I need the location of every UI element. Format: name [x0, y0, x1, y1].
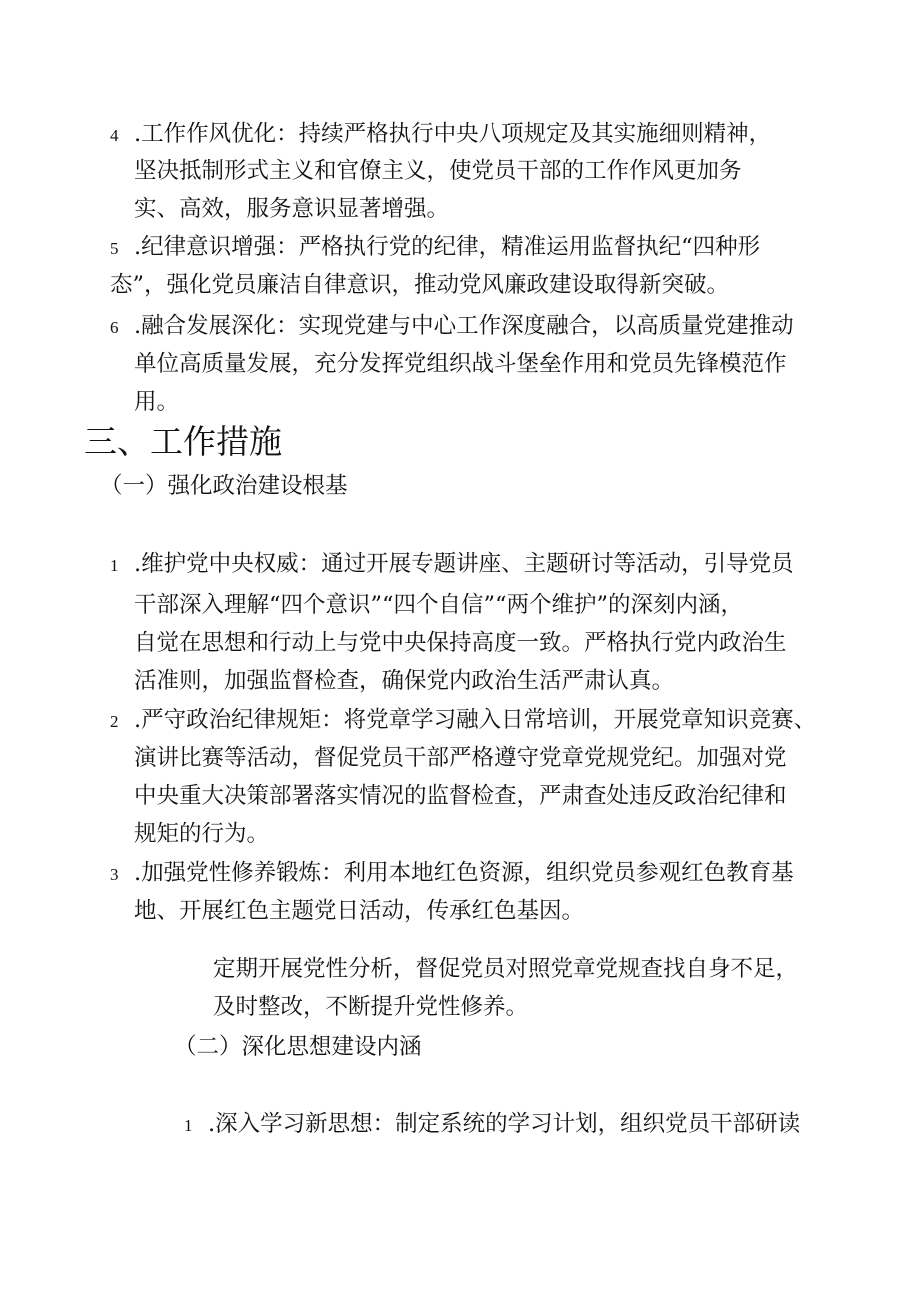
item-text: .融合发展深化：实现党建与中心工作深度融合，以高质量党建推动	[134, 313, 794, 339]
measure-3-line-2: 地、开展红色主题党日活动，传承红色基因。	[134, 898, 585, 924]
item-text: .严守政治纪律规矩：将党章学习融入日常培训，开展党章知识竞赛、	[134, 707, 817, 733]
item-6-line-1	[110, 312, 794, 342]
item-5-line-2: 态”，强化党员廉洁自律意识，推动党风廉政建设取得新突破。	[110, 272, 730, 298]
item-4-line-1	[110, 120, 771, 150]
measure-2-line-1	[110, 706, 816, 736]
measure-1-line-4: 活准则，加强监督检查，确保党内政治生活严肃认真。	[134, 668, 675, 694]
measure-3-line-1	[110, 859, 794, 889]
item-4-line-2: 坚决抵制形式主义和官僚主义，使党员干部的工作作风更加务	[134, 158, 742, 184]
item-number: 1	[110, 556, 119, 575]
measure-1-line-2: 干部深入理解“四个意识”“四个自信”“两个维护”的深刻内涵，	[134, 592, 744, 618]
item-number: 4	[110, 126, 119, 145]
continuation-line-2: 及时整改，不断提升党性修养。	[213, 994, 529, 1020]
item-text: .维护党中央权威：通过开展专题讲座、主题研讨等活动，引导党员	[134, 551, 794, 577]
item-number: 5	[110, 239, 119, 258]
item-number: 3	[110, 865, 119, 884]
item-text: .工作作风优化：持续严格执行中央八项规定及其实施细则精神，	[134, 121, 772, 147]
section-heading: 三、工作措施	[84, 422, 282, 461]
measure-1-line-1	[110, 550, 794, 580]
measure-2-line-2: 演讲比赛等活动，督促党员干部严格遵守党章党规党纪。加强对党	[134, 745, 787, 771]
item-number: 1	[184, 1116, 193, 1135]
item-4-line-3: 实、高效，服务意识显著增强。	[134, 196, 450, 222]
thought-1-line-1	[184, 1110, 800, 1140]
item-text: .深入学习新思想：制定系统的学习计划，组织党员干部研读	[208, 1111, 801, 1137]
measure-1-line-3: 自觉在思想和行动上与党中央保持高度一致。严格执行党内政治生	[134, 630, 787, 656]
item-number: 2	[110, 712, 119, 731]
measure-2-line-4: 规矩的行为。	[134, 821, 270, 847]
item-number: 6	[110, 318, 119, 337]
item-6-line-2: 单位高质量发展，充分发挥党组织战斗堡垒作用和党员先锋模范作	[134, 351, 787, 377]
subsection-heading-1: （一）强化政治建设根基	[100, 473, 348, 499]
continuation-line-1: 定期开展党性分析，督促党员对照党章党规查找自身不足，	[213, 956, 799, 982]
item-text: .纪律意识增强：严格执行党的纪律，精准运用监督执纪“四种形	[134, 234, 761, 260]
subsection-heading-2: （二）深化思想建设内涵	[174, 1034, 422, 1060]
item-6-line-3: 用。	[134, 389, 180, 415]
item-text: .加强党性修养锻炼：利用本地红色资源，组织党员参观红色教育基	[134, 860, 794, 886]
measure-2-line-3: 中央重大决策部署落实情况的监督检查，严肃查处违反政治纪律和	[134, 783, 787, 809]
item-5-line-1	[110, 233, 760, 263]
